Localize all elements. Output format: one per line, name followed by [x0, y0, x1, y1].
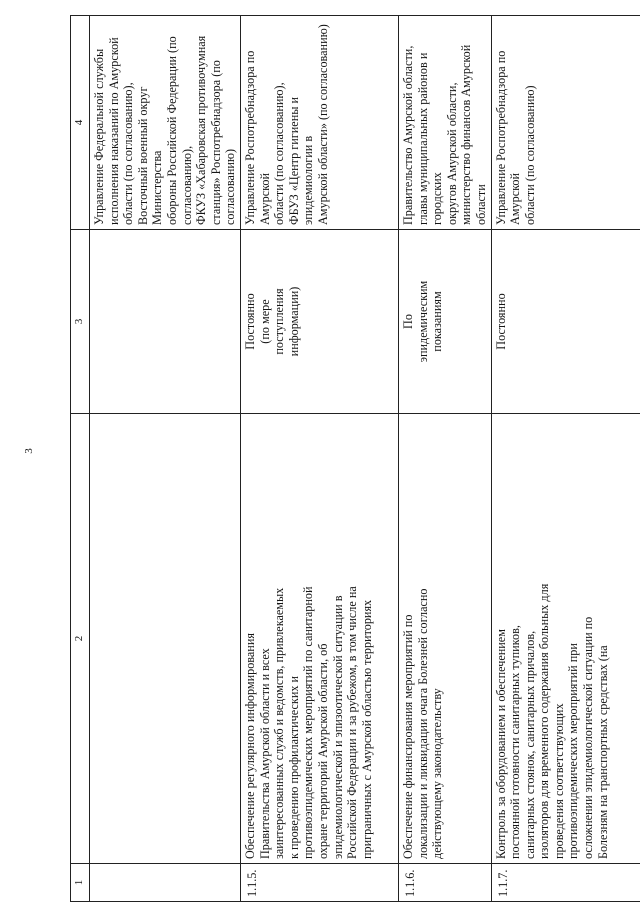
executors-cell-line: Правительство Амурской области,	[400, 45, 415, 225]
measure-cell-line: изоляторов для временного содержания больных для	[537, 583, 552, 859]
period-cell-line: информации)	[286, 286, 301, 357]
period-cell-line: Постоянно	[242, 293, 257, 350]
executors-cell-line: министерство финансов Амурской области	[459, 44, 488, 225]
header-col-2: 2	[71, 414, 90, 864]
page-number: 3	[22, 448, 35, 454]
measure-cell-line: действующему законодательству	[430, 688, 445, 859]
row-number-cell: 1.1.6.	[398, 864, 491, 902]
row-number-cell: 1.1.7.	[491, 864, 640, 902]
row-number-cell	[90, 864, 241, 902]
executors-cell-line: согласованию),	[179, 145, 194, 225]
measure-cell-line: Российской Федерации и за рубежом, в том числе на	[345, 586, 360, 859]
period-cell-line: поступления	[272, 288, 287, 355]
measure-cell	[240, 414, 398, 864]
header-col-1: 1	[71, 864, 90, 902]
executors-cell-line: Управление Роспотребнадзора по Амурской	[242, 50, 272, 225]
measure-cell-line: противоэпидемических мероприятий при	[566, 643, 581, 859]
executors-cell	[90, 16, 241, 230]
measure-cell-line: Обеспечение регулярного информирования	[242, 633, 257, 859]
executors-cell-line: области (по согласованию),	[272, 82, 287, 225]
executors-cell-line: округов Амурской области,	[444, 82, 459, 225]
measure-cell-line: Болезням на транспортных средствах (на	[595, 645, 610, 859]
period-cell-line: (по мере	[257, 299, 272, 344]
period-cell-line: показаниям	[430, 291, 445, 352]
measure-cell-line: заинтересованных служб и ведомств, привлекаемых	[272, 587, 287, 859]
measure-cell-line: постоянной готовности санитарных тупиков,	[508, 625, 523, 859]
table-body	[90, 16, 640, 902]
measure-cell-line: Обеспечение финансирования мероприятий по	[400, 614, 415, 859]
executors-cell-line: главы муниципальных районов и городских	[415, 52, 445, 225]
executors-cell-line: ФКУЗ «Хабаровская противочумная	[194, 35, 209, 225]
executors-cell	[398, 16, 491, 230]
executors-cell-line: согласованию)	[223, 148, 238, 225]
measure-cell	[398, 414, 491, 864]
period-cell-line: Постоянно	[493, 293, 508, 350]
measure-cell-line: противоэпидемических мероприятий по санитарной	[301, 586, 316, 859]
executors-cell-line: области (по согласованию)	[522, 85, 537, 225]
table-row	[90, 16, 241, 902]
measure-cell-line: к проведению профилактических и	[286, 675, 301, 859]
executors-cell-line: исполнения наказаний по Амурской	[106, 37, 121, 225]
measure-cell-line: Правительства Амурской области и всех	[257, 648, 272, 859]
measure-cell-line: эпидемиологической и эпизоотической ситуации в	[330, 595, 345, 859]
measures-table	[70, 15, 640, 902]
measure-cell-line: локализации и ликвидации очага Болезней согласно	[415, 588, 430, 859]
executors-cell-line: Управление Роспотребнадзора по Амурской	[493, 50, 523, 225]
period-cell	[240, 230, 398, 414]
period-cell	[491, 230, 640, 414]
table-row	[398, 16, 491, 902]
measure-cell	[491, 414, 640, 864]
executors-cell	[240, 16, 398, 230]
executors-cell-line: станция» Роспотребнадзора (по	[208, 60, 223, 225]
table-row	[240, 16, 398, 902]
header-col-3: 3	[71, 230, 90, 414]
measure-cell-line: осложнении эпидемиологической ситуации по	[581, 616, 596, 859]
measure-cell-line: санитарных стоянок, санитарных причалов,	[522, 630, 537, 859]
executors-cell-line: Амурской области» (по согласованию)	[315, 24, 330, 225]
row-number-cell: 1.1.5.	[240, 864, 398, 902]
measure-cell	[90, 414, 241, 864]
period-cell-line: По	[400, 314, 415, 329]
executors-cell-line: области (по согласованию),	[121, 82, 136, 225]
period-cell	[398, 230, 491, 414]
header-col-4: 4	[71, 16, 90, 230]
measure-cell-line: проведения соответствующих	[551, 703, 566, 859]
measure-cell-line: охране территорий Амурской области, об	[315, 643, 330, 859]
executors-cell-line: Управление Федеральной службы	[92, 48, 106, 225]
header-row	[71, 16, 90, 902]
period-cell	[90, 230, 241, 414]
executors-cell-line: Восточный военный округ Министерства	[135, 86, 165, 225]
table-row	[491, 16, 640, 902]
measure-cell-line: Контроль за оборудованием и обеспечением	[493, 629, 508, 859]
period-cell-line: эпидемическим	[415, 280, 430, 363]
executors-cell-line: ФБУЗ «Центр гигиены и эпидемиологии в	[286, 97, 316, 225]
measure-cell-line: приграничных с Амурской областью территориях	[359, 599, 374, 859]
executors-cell	[491, 16, 640, 230]
measures-table-rotated	[70, 16, 615, 902]
executors-cell-line: обороны Российской Федерации (по	[164, 36, 179, 225]
